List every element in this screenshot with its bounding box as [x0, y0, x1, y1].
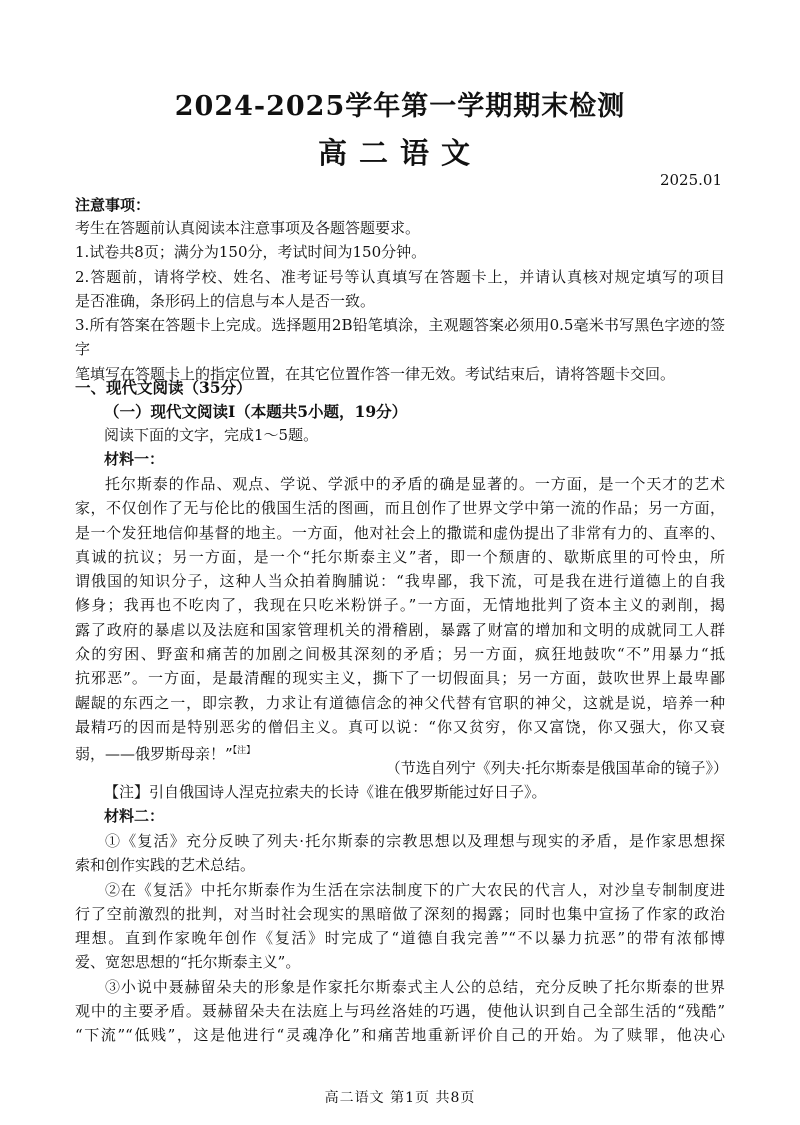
- material1-label: 材料一：: [104, 450, 165, 468]
- notice-line: 考生在答题前认真阅读本注意事项及各题答题要求。: [75, 219, 421, 237]
- paragraph-line: 龌龊的东西之一，即宗教，力求让有道德信念的神父代替有官职的神父，这就是说，培养一种: [75, 693, 725, 712]
- note-marker: 【注】: [232, 746, 256, 757]
- subsection-heading: （一）现代文阅读Ⅰ（本题共5小题，19分）: [104, 402, 408, 421]
- paragraph-line-text: 弱，——俄罗斯母亲！”: [75, 745, 233, 764]
- material1-text: [75, 472, 725, 767]
- paragraph-line: 观中的主要矛盾。聂赫留朵夫在法庭上与玛丝洛娃的巧遇，使他认识到自己全部生活的“残酷”: [75, 1002, 725, 1021]
- notice-line: 是否准确，条形码上的信息与本人是否一致。: [75, 291, 376, 310]
- paragraph-line: ①《复活》充分反映了列夫·托尔斯泰的宗教思想以及理想与现实的矛盾，是作家思想探: [105, 832, 725, 850]
- paragraph-line: 托尔斯泰的作品、观点、学说、学派中的矛盾的确是显著的。一方面，是一个天才的艺术: [105, 475, 725, 493]
- subject-title: 高二语文: [317, 136, 482, 170]
- notice-list: [75, 216, 725, 386]
- footnote: 【注】引自俄国诗人涅克拉索夫的长诗《谁在俄罗斯能过好日子》。: [104, 783, 547, 801]
- notice-line: 笔填写在答题卡上的指定位置，在其它位置作答一律无效。考试结束后，请将答题卡交回。: [75, 364, 676, 383]
- paragraph-line: 真诚的抗议；另一方面，是一个“托尔斯泰主义”者，即一个颓唐的、歇斯底里的可怜虫，所: [75, 547, 725, 566]
- notice-heading: 注意事项：: [75, 196, 151, 214]
- exam-date: 2025.01: [659, 171, 722, 189]
- section-heading: 一、现代文阅读（35分）: [75, 378, 252, 397]
- paragraph-line: 索和创作实践的艺术总结。: [75, 856, 256, 875]
- paragraph-line: “下流”“低贱”，这是他进行“灵魂净化”和痛苦地重新评价自己的开始。为了赎罪，他决心: [75, 1026, 725, 1045]
- paragraph-line: 修身；我再也不吃肉了，我现在只吃米粉饼子。”一方面，无情地批判了资本主义的剥削，揭: [75, 596, 725, 615]
- notice-line: 1.试卷共8页；满分为150分，考试时间为150分钟。: [75, 243, 427, 262]
- paragraph-line: 家，不仅创作了无与伦比的俄国生活的图画，而且创作了世界文学中第一流的作品；另一方面，: [75, 499, 725, 518]
- paragraph-line: 众的穷困、野蛮和痛苦的加剧之间极其深刻的矛盾；另一方面，疯狂地鼓吹“不”用暴力“抵: [75, 645, 725, 664]
- reading-instruction: 阅读下面的文字，完成1～5题。: [104, 426, 319, 444]
- paragraph-line: ③小说中聂赫留朵夫的形象是作家托尔斯泰式主人公的总结，充分反映了托尔斯泰的世界: [105, 977, 725, 996]
- paragraph-line: 最精巧的因而是特别恶劣的僧侣主义。真可以说：“你又贫穷，你又富饶，你又强大，你又衰: [75, 717, 725, 736]
- paragraph-line: 行了空前激烈的批判，对当时社会现实的黑暗做了深刻的揭露；同时也集中宣扬了作家的政治: [75, 904, 725, 923]
- exam-title: 2024-2025学年第一学期期末检测: [174, 91, 626, 122]
- paragraph-line: 露了政府的暴虐以及法庭和国家管理机关的滑稽剧，暴露了财富的增加和文明的成就同工人群: [75, 620, 725, 639]
- material2-label: 材料二：: [104, 807, 165, 825]
- notice-line: 2.答题前，请将学校、姓名、准考证号等认真填写在答题卡上，并请认真核对规定填写的项目: [75, 267, 725, 286]
- paragraph-line: 谓俄国的知识分子，这种人当众拍着胸脯说：“我卑鄙，我下流，可是我在进行道德上的自我: [75, 572, 725, 591]
- page-footer: 高二语文 第1页 共8页: [324, 1090, 476, 1106]
- paragraph-line: 理想。直到作家晚年创作《复活》时完成了“道德自我完善”“不以暴力抗恶”的带有浓郁博: [75, 929, 725, 948]
- source-citation: （节选自列宁《列夫·托尔斯泰是俄国革命的镜子》）: [385, 759, 728, 777]
- paragraph-line: 爱、宽恕思想的“托尔斯泰主义”。: [75, 953, 301, 972]
- notice-line: 3.所有答案在答题卡上完成。选择题用2B铅笔填涂，主观题答案必须用0.5毫米书写黑色字迹的签字: [75, 316, 725, 359]
- paragraph-line: ②在《复活》中托尔斯泰作为生活在宗法制度下的广大农民的代言人，对沙皇专制制度进: [105, 880, 725, 899]
- paragraph-line: 是一个发狂地信仰基督的地主。一方面，他对社会上的撒谎和虚伪提出了非常有力的、直率的、: [75, 523, 725, 542]
- paragraph-line: 抗邪恶”。一方面，是最清醒的现实主义，撕下了一切假面具；另一方面，鼓吹世界上最卑鄙: [75, 669, 725, 688]
- material2-text: [75, 829, 725, 1048]
